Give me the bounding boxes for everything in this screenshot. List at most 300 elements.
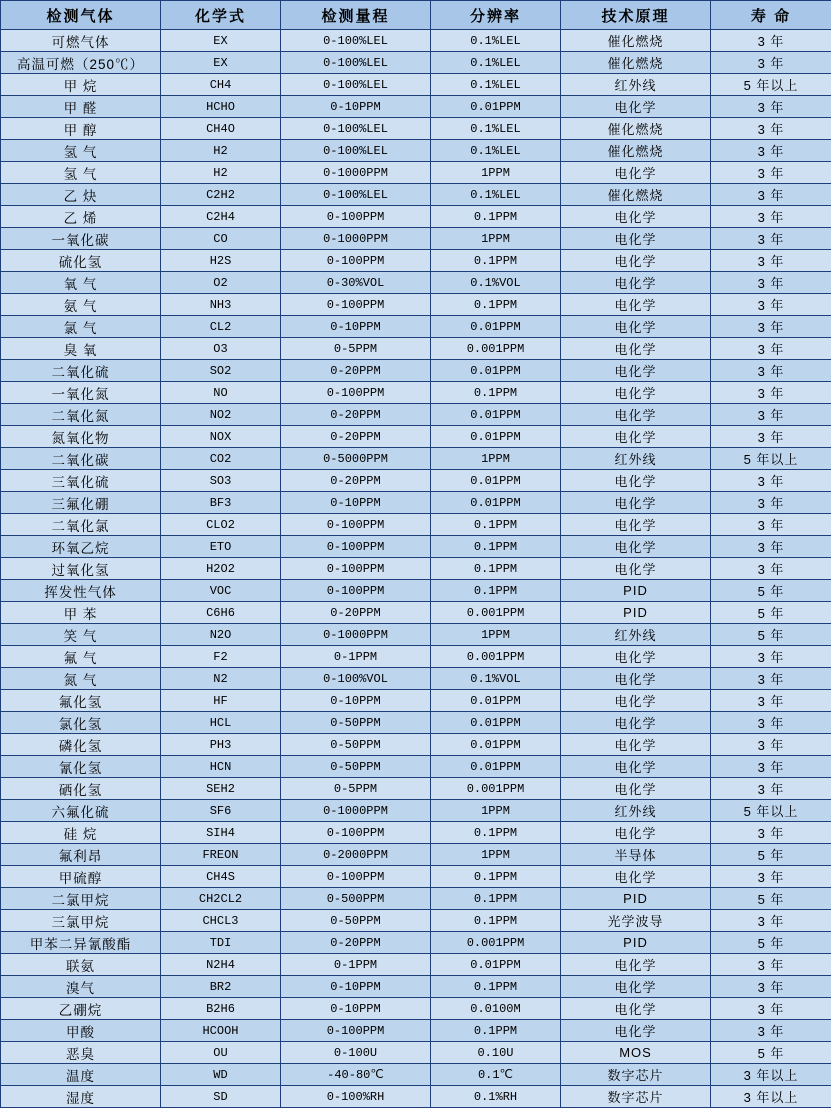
cell-detection-range: 0-2000PPM [281, 844, 431, 866]
table-row [1, 492, 831, 514]
cell-resolution: 0.1PPM [431, 580, 561, 602]
cell-detection-range: 0-20PPM [281, 404, 431, 426]
cell-chemical-formula: C2H4 [161, 206, 281, 228]
cell-lifespan: 3 年 [711, 52, 831, 74]
table-row [1, 316, 831, 338]
cell-technical-principle: 电化学 [561, 470, 711, 492]
table-row [1, 734, 831, 756]
cell-chemical-formula: CH4S [161, 866, 281, 888]
cell-resolution: 0.1PPM [431, 294, 561, 316]
cell-gas-name: 高温可燃（250℃） [1, 52, 161, 74]
cell-detection-range: 0-10PPM [281, 96, 431, 118]
header-chemical-formula: 化学式 [161, 1, 281, 30]
cell-resolution: 0.1PPM [431, 910, 561, 932]
table-row [1, 294, 831, 316]
cell-technical-principle: 红外线 [561, 448, 711, 470]
cell-technical-principle: 红外线 [561, 74, 711, 96]
cell-gas-name: 挥发性气体 [1, 580, 161, 602]
cell-resolution: 0.1PPM [431, 206, 561, 228]
cell-resolution: 0.01PPM [431, 734, 561, 756]
cell-detection-range: 0-1PPM [281, 954, 431, 976]
cell-detection-range: -40-80℃ [281, 1064, 431, 1086]
cell-detection-range: 0-100PPM [281, 294, 431, 316]
cell-gas-name: 溴气 [1, 976, 161, 998]
cell-lifespan: 3 年 [711, 162, 831, 184]
cell-technical-principle: 电化学 [561, 492, 711, 514]
cell-detection-range: 0-100PPM [281, 558, 431, 580]
cell-chemical-formula: NO2 [161, 404, 281, 426]
cell-gas-name: 氢 气 [1, 140, 161, 162]
cell-detection-range: 0-50PPM [281, 734, 431, 756]
cell-gas-name: 联氨 [1, 954, 161, 976]
cell-chemical-formula: PH3 [161, 734, 281, 756]
cell-resolution: 0.1PPM [431, 1020, 561, 1042]
cell-chemical-formula: N2H4 [161, 954, 281, 976]
cell-gas-name: 氮 气 [1, 668, 161, 690]
cell-resolution: 0.1%LEL [431, 140, 561, 162]
cell-resolution: 0.01PPM [431, 316, 561, 338]
cell-chemical-formula: C6H6 [161, 602, 281, 624]
cell-technical-principle: 红外线 [561, 800, 711, 822]
header-resolution: 分辨率 [431, 1, 561, 30]
cell-resolution: 0.01PPM [431, 470, 561, 492]
cell-gas-name: 二氧化氯 [1, 514, 161, 536]
table-row [1, 250, 831, 272]
cell-technical-principle: MOS [561, 1042, 711, 1064]
cell-chemical-formula: CHCL3 [161, 910, 281, 932]
header-technical-principle: 技术原理 [561, 1, 711, 30]
cell-technical-principle: 电化学 [561, 360, 711, 382]
cell-resolution: 0.001PPM [431, 338, 561, 360]
cell-detection-range: 0-20PPM [281, 932, 431, 954]
cell-chemical-formula: C2H2 [161, 184, 281, 206]
cell-chemical-formula: H2 [161, 162, 281, 184]
cell-chemical-formula: O2 [161, 272, 281, 294]
cell-resolution: 1PPM [431, 800, 561, 822]
cell-lifespan: 3 年 [711, 250, 831, 272]
cell-resolution: 0.01PPM [431, 360, 561, 382]
cell-gas-name: 可燃气体 [1, 30, 161, 52]
cell-detection-range: 0-10PPM [281, 998, 431, 1020]
cell-gas-name: 甲硫醇 [1, 866, 161, 888]
cell-lifespan: 3 年以上 [711, 1086, 831, 1108]
cell-technical-principle: 电化学 [561, 272, 711, 294]
cell-lifespan: 3 年 [711, 734, 831, 756]
cell-lifespan: 5 年 [711, 932, 831, 954]
cell-technical-principle: PID [561, 602, 711, 624]
cell-lifespan: 3 年 [711, 690, 831, 712]
cell-technical-principle: 电化学 [561, 536, 711, 558]
table-row [1, 844, 831, 866]
cell-gas-name: 三氯甲烷 [1, 910, 161, 932]
table-row [1, 646, 831, 668]
cell-gas-name: 一氧化碳 [1, 228, 161, 250]
table-row [1, 1042, 831, 1064]
cell-technical-principle: 电化学 [561, 756, 711, 778]
cell-gas-name: 氰化氢 [1, 756, 161, 778]
cell-chemical-formula: SEH2 [161, 778, 281, 800]
cell-resolution: 0.1%VOL [431, 668, 561, 690]
cell-technical-principle: 电化学 [561, 668, 711, 690]
cell-gas-name: 磷化氢 [1, 734, 161, 756]
cell-resolution: 0.1PPM [431, 514, 561, 536]
cell-resolution: 0.001PPM [431, 932, 561, 954]
cell-technical-principle: 电化学 [561, 822, 711, 844]
cell-resolution: 0.1℃ [431, 1064, 561, 1086]
cell-gas-name: 氯 气 [1, 316, 161, 338]
cell-lifespan: 3 年 [711, 514, 831, 536]
table-row [1, 1020, 831, 1042]
table-row [1, 272, 831, 294]
cell-lifespan: 3 年 [711, 558, 831, 580]
cell-chemical-formula: CH4O [161, 118, 281, 140]
cell-technical-principle: 数字芯片 [561, 1086, 711, 1108]
table-row [1, 668, 831, 690]
cell-resolution: 0.1%LEL [431, 184, 561, 206]
cell-detection-range: 0-100PPM [281, 580, 431, 602]
cell-technical-principle: PID [561, 888, 711, 910]
cell-lifespan: 3 年 [711, 294, 831, 316]
cell-lifespan: 3 年 [711, 976, 831, 998]
cell-technical-principle: 半导体 [561, 844, 711, 866]
cell-resolution: 0.01PPM [431, 426, 561, 448]
table-row [1, 580, 831, 602]
cell-detection-range: 0-20PPM [281, 426, 431, 448]
cell-chemical-formula: H2S [161, 250, 281, 272]
cell-resolution: 0.1PPM [431, 382, 561, 404]
cell-technical-principle: PID [561, 580, 711, 602]
cell-gas-name: 氟利昂 [1, 844, 161, 866]
cell-chemical-formula: SO3 [161, 470, 281, 492]
table-row [1, 976, 831, 998]
cell-gas-name: 湿度 [1, 1086, 161, 1108]
cell-resolution: 0.01PPM [431, 96, 561, 118]
cell-lifespan: 3 年 [711, 954, 831, 976]
cell-technical-principle: 催化燃烧 [561, 52, 711, 74]
table-row [1, 514, 831, 536]
cell-technical-principle: 电化学 [561, 1020, 711, 1042]
cell-chemical-formula: CO2 [161, 448, 281, 470]
table-row [1, 624, 831, 646]
cell-lifespan: 3 年 [711, 118, 831, 140]
cell-lifespan: 3 年 [711, 184, 831, 206]
cell-lifespan: 5 年 [711, 602, 831, 624]
cell-detection-range: 0-1000PPM [281, 162, 431, 184]
cell-gas-name: 六氟化硫 [1, 800, 161, 822]
table-row [1, 162, 831, 184]
cell-resolution: 0.01PPM [431, 756, 561, 778]
cell-gas-name: 二氧化碳 [1, 448, 161, 470]
cell-chemical-formula: OU [161, 1042, 281, 1064]
cell-detection-range: 0-100%VOL [281, 668, 431, 690]
table-row [1, 52, 831, 74]
cell-resolution: 0.01PPM [431, 954, 561, 976]
cell-technical-principle: 红外线 [561, 624, 711, 646]
cell-gas-name: 硒化氢 [1, 778, 161, 800]
cell-chemical-formula: B2H6 [161, 998, 281, 1020]
cell-detection-range: 0-100%LEL [281, 30, 431, 52]
cell-resolution: 0.1PPM [431, 866, 561, 888]
cell-detection-range: 0-100PPM [281, 206, 431, 228]
table-row [1, 140, 831, 162]
cell-detection-range: 0-100%LEL [281, 118, 431, 140]
cell-resolution: 1PPM [431, 162, 561, 184]
cell-detection-range: 0-500PPM [281, 888, 431, 910]
cell-detection-range: 0-1000PPM [281, 800, 431, 822]
cell-chemical-formula: EX [161, 30, 281, 52]
table-header-row [1, 1, 831, 30]
cell-lifespan: 3 年 [711, 316, 831, 338]
cell-lifespan: 3 年以上 [711, 1064, 831, 1086]
cell-resolution: 0.1%LEL [431, 74, 561, 96]
table-row [1, 910, 831, 932]
table-row [1, 426, 831, 448]
cell-chemical-formula: F2 [161, 646, 281, 668]
table-row [1, 30, 831, 52]
cell-lifespan: 5 年 [711, 624, 831, 646]
cell-detection-range: 0-20PPM [281, 360, 431, 382]
cell-chemical-formula: HCL [161, 712, 281, 734]
cell-gas-name: 氨 气 [1, 294, 161, 316]
cell-lifespan: 3 年 [711, 492, 831, 514]
cell-chemical-formula: TDI [161, 932, 281, 954]
cell-lifespan: 5 年以上 [711, 74, 831, 96]
cell-lifespan: 3 年 [711, 470, 831, 492]
cell-technical-principle: 电化学 [561, 558, 711, 580]
cell-technical-principle: 电化学 [561, 514, 711, 536]
cell-lifespan: 3 年 [711, 910, 831, 932]
cell-lifespan: 3 年 [711, 30, 831, 52]
cell-technical-principle: 电化学 [561, 382, 711, 404]
cell-technical-principle: 催化燃烧 [561, 140, 711, 162]
cell-technical-principle: PID [561, 932, 711, 954]
table-row [1, 360, 831, 382]
cell-chemical-formula: HF [161, 690, 281, 712]
cell-gas-name: 三氟化硼 [1, 492, 161, 514]
cell-technical-principle: 电化学 [561, 228, 711, 250]
cell-lifespan: 3 年 [711, 1020, 831, 1042]
cell-chemical-formula: NO [161, 382, 281, 404]
cell-resolution: 0.1%VOL [431, 272, 561, 294]
cell-lifespan: 5 年以上 [711, 448, 831, 470]
header-detection-range: 检测量程 [281, 1, 431, 30]
cell-chemical-formula: WD [161, 1064, 281, 1086]
cell-lifespan: 5 年 [711, 888, 831, 910]
cell-gas-name: 甲 醛 [1, 96, 161, 118]
cell-gas-name: 氟化氢 [1, 690, 161, 712]
cell-lifespan: 3 年 [711, 866, 831, 888]
cell-lifespan: 3 年 [711, 756, 831, 778]
cell-technical-principle: 电化学 [561, 426, 711, 448]
cell-detection-range: 0-20PPM [281, 470, 431, 492]
cell-gas-name: 硅 烷 [1, 822, 161, 844]
cell-technical-principle: 电化学 [561, 162, 711, 184]
cell-technical-principle: 电化学 [561, 294, 711, 316]
cell-detection-range: 0-50PPM [281, 756, 431, 778]
cell-gas-name: 乙 炔 [1, 184, 161, 206]
table-row [1, 712, 831, 734]
cell-detection-range: 0-1000PPM [281, 228, 431, 250]
table-row [1, 338, 831, 360]
cell-detection-range: 0-100PPM [281, 822, 431, 844]
cell-resolution: 0.10U [431, 1042, 561, 1064]
cell-resolution: 0.01PPM [431, 712, 561, 734]
cell-chemical-formula: SF6 [161, 800, 281, 822]
cell-technical-principle: 电化学 [561, 96, 711, 118]
table-row [1, 536, 831, 558]
table-row [1, 74, 831, 96]
cell-technical-principle: 电化学 [561, 976, 711, 998]
table-row [1, 228, 831, 250]
cell-detection-range: 0-50PPM [281, 712, 431, 734]
table-row [1, 470, 831, 492]
cell-lifespan: 3 年 [711, 712, 831, 734]
cell-lifespan: 3 年 [711, 206, 831, 228]
cell-technical-principle: 电化学 [561, 206, 711, 228]
cell-technical-principle: 数字芯片 [561, 1064, 711, 1086]
cell-technical-principle: 电化学 [561, 316, 711, 338]
cell-technical-principle: 电化学 [561, 338, 711, 360]
table-row [1, 998, 831, 1020]
cell-resolution: 0.1%LEL [431, 52, 561, 74]
cell-resolution: 0.1PPM [431, 822, 561, 844]
cell-gas-name: 臭 氧 [1, 338, 161, 360]
table-row [1, 382, 831, 404]
cell-lifespan: 3 年 [711, 338, 831, 360]
cell-chemical-formula: H2O2 [161, 558, 281, 580]
cell-technical-principle: 电化学 [561, 404, 711, 426]
cell-chemical-formula: VOC [161, 580, 281, 602]
cell-resolution: 0.001PPM [431, 646, 561, 668]
cell-detection-range: 0-10PPM [281, 976, 431, 998]
table-row [1, 954, 831, 976]
cell-resolution: 0.01PPM [431, 404, 561, 426]
cell-detection-range: 0-100%LEL [281, 140, 431, 162]
table-row [1, 690, 831, 712]
cell-gas-name: 甲 烷 [1, 74, 161, 96]
cell-chemical-formula: O3 [161, 338, 281, 360]
table-row [1, 778, 831, 800]
cell-chemical-formula: H2 [161, 140, 281, 162]
cell-technical-principle: 电化学 [561, 866, 711, 888]
cell-resolution: 0.0100M [431, 998, 561, 1020]
cell-technical-principle: 电化学 [561, 778, 711, 800]
table-row [1, 888, 831, 910]
cell-gas-name: 甲酸 [1, 1020, 161, 1042]
cell-detection-range: 0-100PPM [281, 1020, 431, 1042]
cell-lifespan: 5 年以上 [711, 800, 831, 822]
cell-technical-principle: 催化燃烧 [561, 30, 711, 52]
cell-detection-range: 0-100%LEL [281, 184, 431, 206]
cell-gas-name: 硫化氢 [1, 250, 161, 272]
cell-detection-range: 0-1000PPM [281, 624, 431, 646]
cell-lifespan: 3 年 [711, 426, 831, 448]
cell-lifespan: 3 年 [711, 822, 831, 844]
table-row [1, 822, 831, 844]
cell-resolution: 0.1PPM [431, 250, 561, 272]
cell-resolution: 0.01PPM [431, 492, 561, 514]
cell-detection-range: 0-5000PPM [281, 448, 431, 470]
cell-chemical-formula: SO2 [161, 360, 281, 382]
cell-detection-range: 0-100PPM [281, 250, 431, 272]
table-row [1, 602, 831, 624]
cell-resolution: 0.1%RH [431, 1086, 561, 1108]
cell-lifespan: 5 年 [711, 844, 831, 866]
cell-chemical-formula: NH3 [161, 294, 281, 316]
table-row [1, 96, 831, 118]
cell-chemical-formula: HCN [161, 756, 281, 778]
cell-detection-range: 0-1PPM [281, 646, 431, 668]
cell-gas-name: 二氧化氮 [1, 404, 161, 426]
cell-resolution: 0.1PPM [431, 976, 561, 998]
cell-chemical-formula: NOX [161, 426, 281, 448]
cell-detection-range: 0-50PPM [281, 910, 431, 932]
cell-resolution: 0.001PPM [431, 602, 561, 624]
cell-gas-name: 温度 [1, 1064, 161, 1086]
cell-gas-name: 乙 烯 [1, 206, 161, 228]
cell-detection-range: 0-100PPM [281, 866, 431, 888]
cell-technical-principle: 催化燃烧 [561, 118, 711, 140]
cell-gas-name: 氢 气 [1, 162, 161, 184]
cell-chemical-formula: CL2 [161, 316, 281, 338]
cell-detection-range: 0-20PPM [281, 602, 431, 624]
table-row [1, 1086, 831, 1108]
cell-lifespan: 3 年 [711, 646, 831, 668]
cell-chemical-formula: HCOOH [161, 1020, 281, 1042]
cell-chemical-formula: CH4 [161, 74, 281, 96]
table-row [1, 932, 831, 954]
table-row [1, 558, 831, 580]
cell-gas-name: 氟 气 [1, 646, 161, 668]
cell-lifespan: 3 年 [711, 360, 831, 382]
table-row [1, 756, 831, 778]
cell-resolution: 0.1%LEL [431, 30, 561, 52]
cell-gas-name: 氯化氢 [1, 712, 161, 734]
cell-gas-name: 甲 苯 [1, 602, 161, 624]
cell-gas-name: 甲 醇 [1, 118, 161, 140]
cell-technical-principle: 光学波导 [561, 910, 711, 932]
cell-detection-range: 0-100%LEL [281, 74, 431, 96]
cell-resolution: 0.1PPM [431, 558, 561, 580]
table-row [1, 800, 831, 822]
cell-chemical-formula: HCHO [161, 96, 281, 118]
table-row [1, 448, 831, 470]
cell-gas-name: 三氧化硫 [1, 470, 161, 492]
cell-technical-principle: 电化学 [561, 250, 711, 272]
cell-gas-name: 氧 气 [1, 272, 161, 294]
cell-resolution: 0.1%LEL [431, 118, 561, 140]
cell-resolution: 1PPM [431, 448, 561, 470]
cell-resolution: 1PPM [431, 624, 561, 646]
cell-gas-name: 氮氧化物 [1, 426, 161, 448]
cell-chemical-formula: N2O [161, 624, 281, 646]
table-row [1, 118, 831, 140]
header-lifespan: 寿 命 [711, 1, 831, 30]
cell-chemical-formula: BR2 [161, 976, 281, 998]
cell-gas-name: 甲苯二异氰酸酯 [1, 932, 161, 954]
cell-resolution: 0.01PPM [431, 690, 561, 712]
cell-gas-name: 二氯甲烷 [1, 888, 161, 910]
cell-lifespan: 3 年 [711, 228, 831, 250]
cell-resolution: 0.1PPM [431, 888, 561, 910]
cell-technical-principle: 电化学 [561, 954, 711, 976]
cell-detection-range: 0-10PPM [281, 690, 431, 712]
cell-technical-principle: 催化燃烧 [561, 184, 711, 206]
cell-gas-name: 环氧乙烷 [1, 536, 161, 558]
cell-lifespan: 3 年 [711, 536, 831, 558]
cell-detection-range: 0-100PPM [281, 536, 431, 558]
cell-lifespan: 5 年 [711, 580, 831, 602]
